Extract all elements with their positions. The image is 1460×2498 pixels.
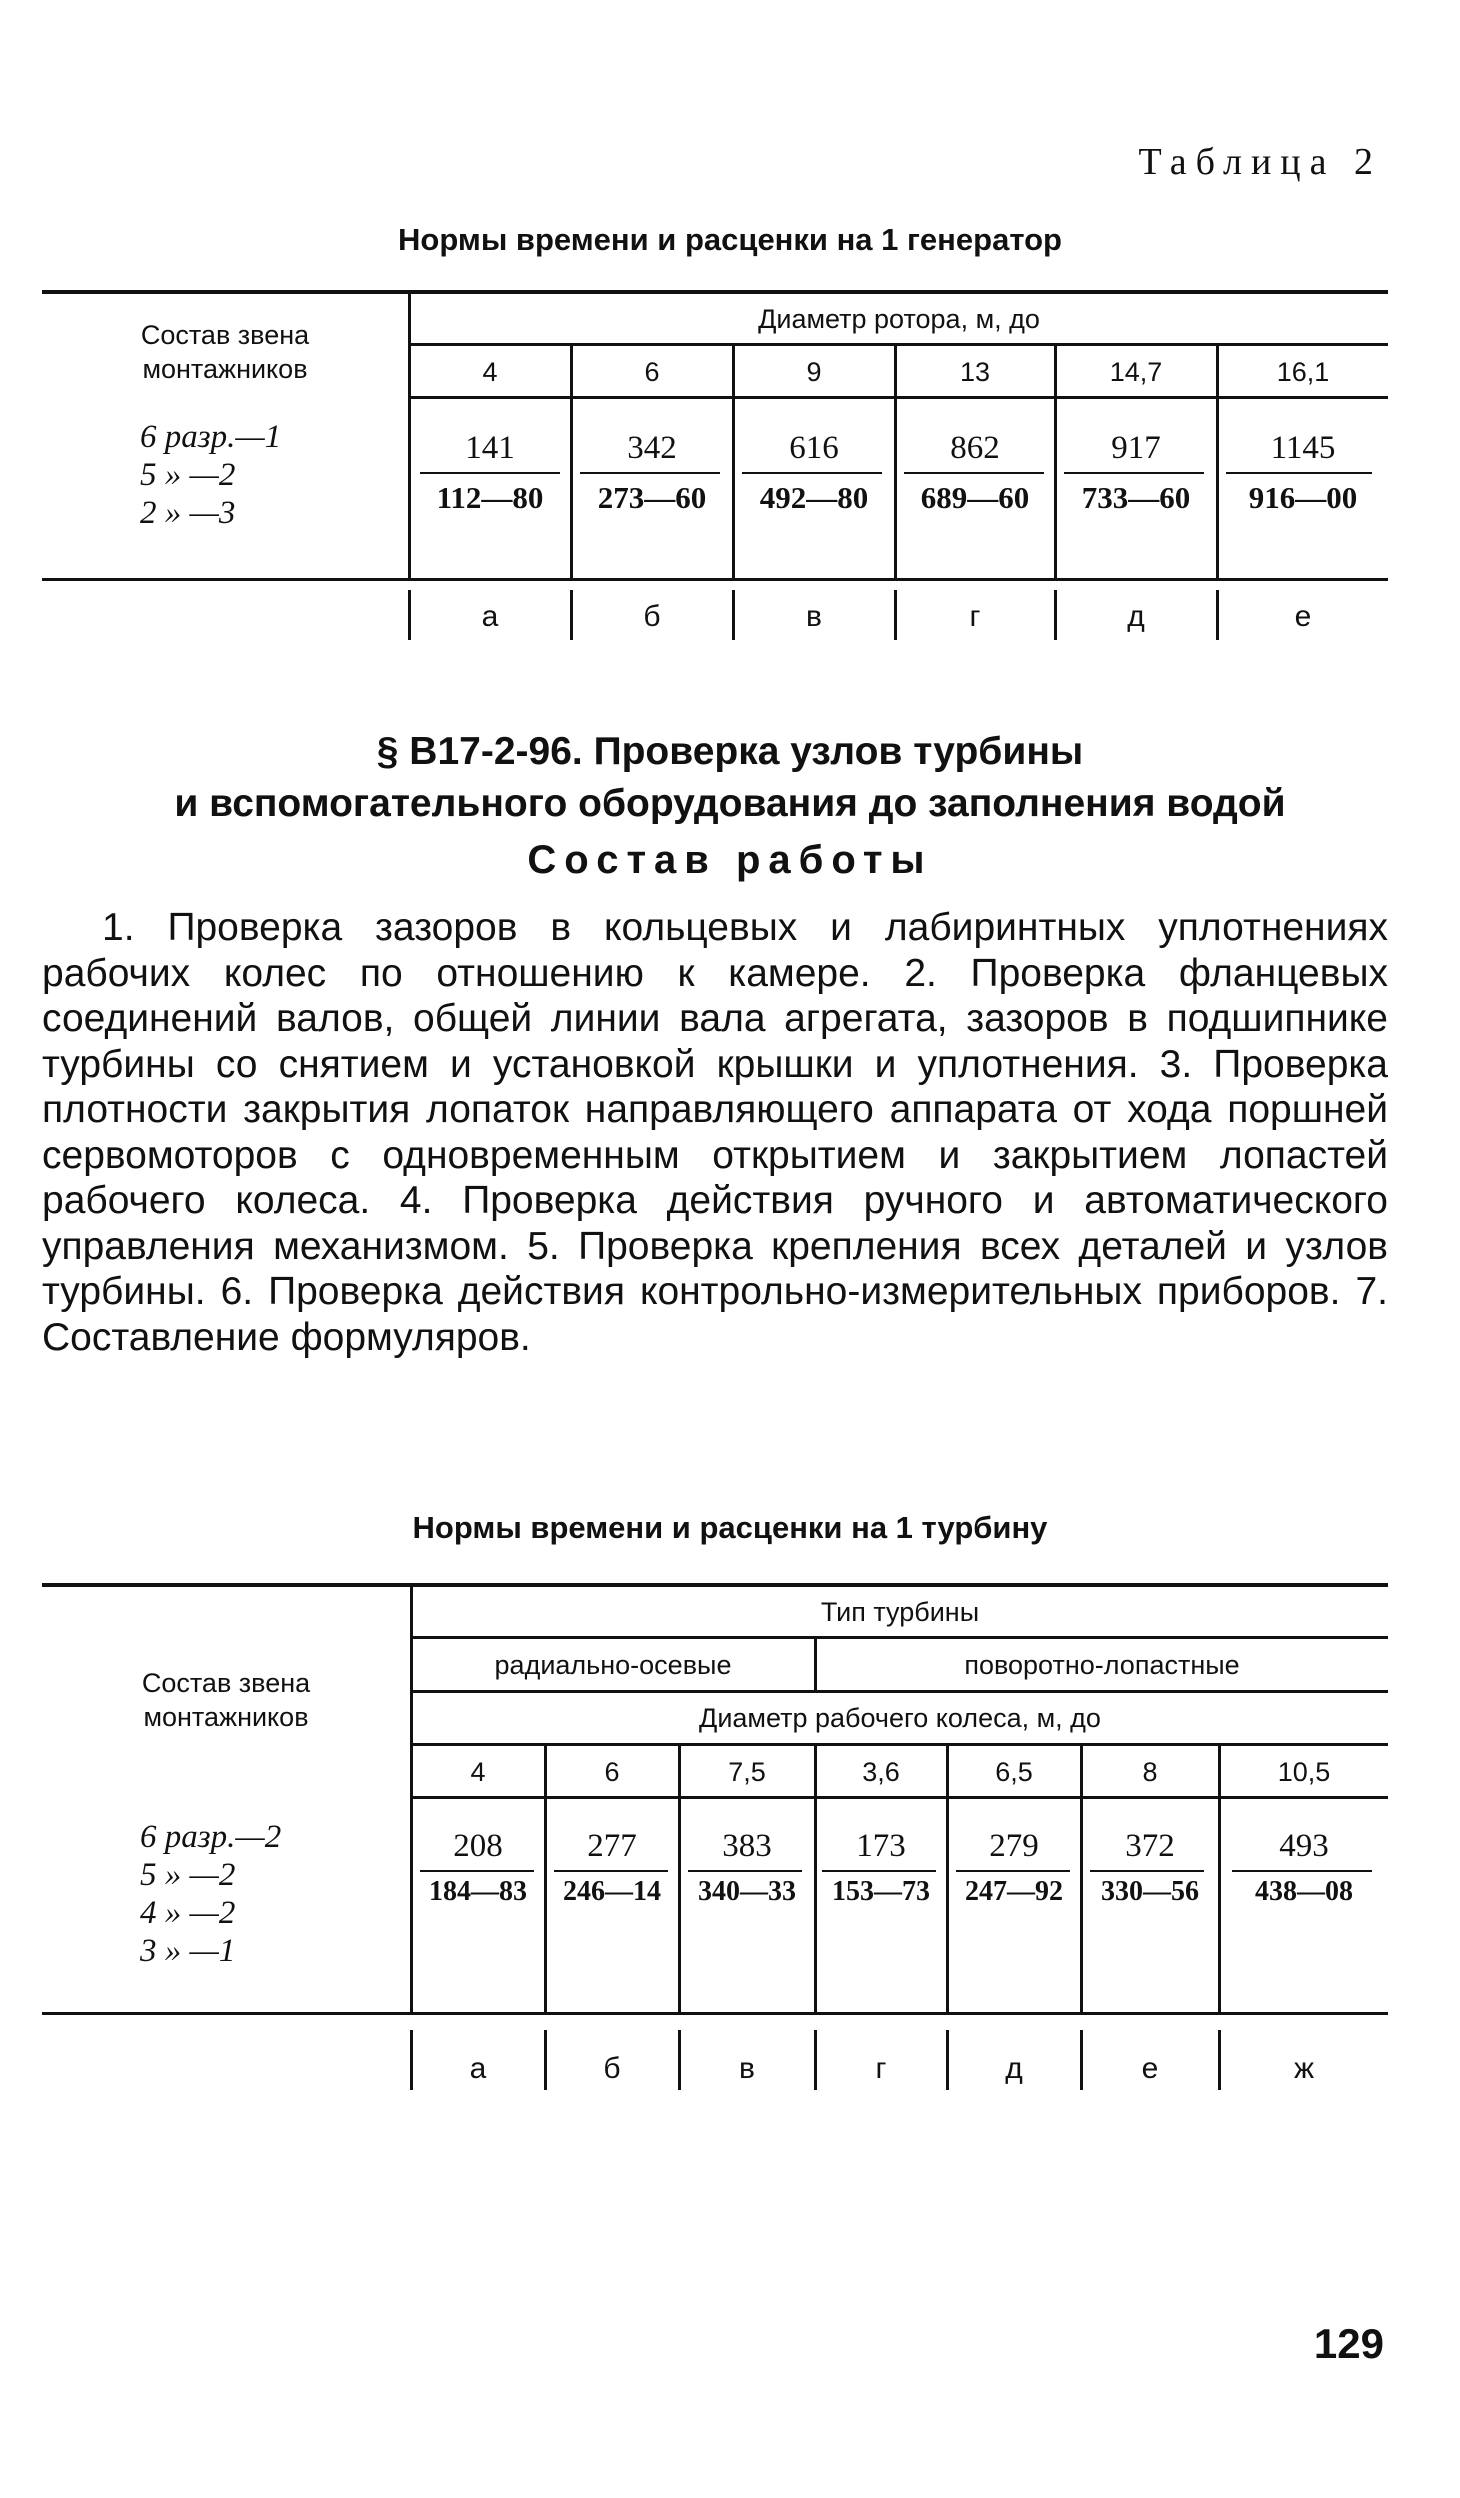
table1-price: 273—60 <box>597 480 707 515</box>
table1-col-header: 13 <box>959 357 991 387</box>
table2-column-letter: д <box>1005 2052 1023 2085</box>
table1-norm: 342 <box>627 430 677 466</box>
table1-crew-composition: 6 разр.—1 5 » —2 2 » —3 <box>140 419 282 531</box>
table1-col-header: 16,1 <box>1276 357 1330 387</box>
table2-column-letter: в <box>739 2052 755 2085</box>
table2-crew-composition: 6 разр.—2 5 » —2 4 » —2 3 » —1 <box>140 1819 282 1969</box>
table1-norm: 1145 <box>1270 430 1336 466</box>
table1-norm: 862 <box>950 430 1000 466</box>
work-composition-text: 1. Проверка зазоров в кольцевых и лабиринтных уплотнениях рабочих колес по отношению к камере. 2. Проверка фланцевых соединений валов, общей линии вала агрегата, зазоров в подшипнике турбины со снятием и установкой крышки и уплотнения. 3. Проверка плотности закрытия лопаток направляющего аппарата от хода поршней сервомоторов с одновременным открытием и закрытием лопастей рабочего колеса. 4. Проверка действия ручного и автоматического управления механизмом. 5. Проверка крепления всех деталей и узлов турбины. 6. Проверка действия контрольно-измерительных приборов. 7. Составление формуляров. <box>42 906 1388 1359</box>
table1-col-header: 4 <box>482 357 498 387</box>
table2-column-letter: б <box>603 2052 621 2085</box>
table1-column-letter: г <box>969 600 981 633</box>
table2-col-header: 3,6 <box>862 1757 900 1787</box>
table2-col-header: 6 <box>604 1757 620 1787</box>
section-title: § В17-2-96. Проверка узлов турбины и вспомогательного оборудования до заполнения водой <box>174 730 1286 825</box>
table1-col-header: 6 <box>644 357 660 387</box>
table1-column-letter: е <box>1294 600 1312 633</box>
table2-norm: 493 <box>1279 1828 1329 1864</box>
table2-col-header: 4 <box>470 1757 486 1787</box>
table1-col-header: 14,7 <box>1109 357 1163 387</box>
table1-norm: 616 <box>789 430 839 466</box>
work-composition-heading: Состав работы <box>527 838 933 882</box>
table1-price: 733—60 <box>1081 480 1191 515</box>
table2-price: 340—33 <box>698 1876 796 1907</box>
table2-price: 330—56 <box>1101 1876 1199 1907</box>
table2-norm: 173 <box>856 1828 906 1864</box>
table2-col-header: 8 <box>1142 1757 1158 1787</box>
table2-radial-axial-header: радиально-осевые <box>494 1650 732 1680</box>
table2-turbine-type-header: Тип турбины <box>820 1597 980 1627</box>
table2-col-header: 7,5 <box>728 1757 766 1787</box>
table2-column-letter: ж <box>1293 2052 1315 2085</box>
table2-crew-header: Состав звена монтажников <box>141 1668 311 1732</box>
table2-rotary-blade-header: поворотно-лопастные <box>964 1650 1240 1680</box>
table2-price: 246—14 <box>563 1876 661 1907</box>
table2-column-letter: е <box>1141 2052 1159 2085</box>
table2-norm: 372 <box>1125 1828 1175 1864</box>
table1-column-letter: д <box>1127 600 1145 633</box>
table2-price: 153—73 <box>832 1876 930 1907</box>
table2-norm: 208 <box>453 1828 503 1864</box>
table1-norm: 917 <box>1111 430 1161 466</box>
table2-caption: Нормы времени и расценки на 1 турбину <box>412 1510 1048 1545</box>
table1-price: 916—00 <box>1248 480 1358 515</box>
table2-col-header: 10,5 <box>1277 1757 1331 1787</box>
table2-column-letter: а <box>469 2052 487 2085</box>
table1-norm: 141 <box>465 430 515 466</box>
table2-norm: 279 <box>989 1828 1039 1864</box>
table1-crew-header: Состав звена монтажников <box>140 320 310 384</box>
table1-col-header: 9 <box>806 357 822 387</box>
table2-price: 247—92 <box>965 1876 1063 1907</box>
table1-price: 689—60 <box>920 480 1030 515</box>
table2-price: 184—83 <box>429 1876 527 1907</box>
table1-price: 492—80 <box>759 480 869 515</box>
table2-column-letter: г <box>875 2052 887 2085</box>
table2-col-header: 6,5 <box>995 1757 1033 1787</box>
table2-norm: 277 <box>587 1828 637 1864</box>
table1-column-letter: а <box>481 600 499 633</box>
table1-price: 112—80 <box>436 480 544 515</box>
table2-diameter-header: Диаметр рабочего колеса, м, до <box>699 1703 1101 1733</box>
table1-diameter-header: Диаметр ротора, м, до <box>758 304 1040 334</box>
table-number-label: Таблица 2 <box>1138 141 1382 183</box>
table1-column-letter: б <box>643 600 661 633</box>
table1-caption: Нормы времени и расценки на 1 генератор <box>398 222 1062 257</box>
table1-column-letter: в <box>806 600 822 633</box>
table2-norm: 383 <box>722 1828 772 1864</box>
table2-price: 438—08 <box>1255 1876 1353 1907</box>
page-number: 129 <box>1313 2320 1384 2367</box>
